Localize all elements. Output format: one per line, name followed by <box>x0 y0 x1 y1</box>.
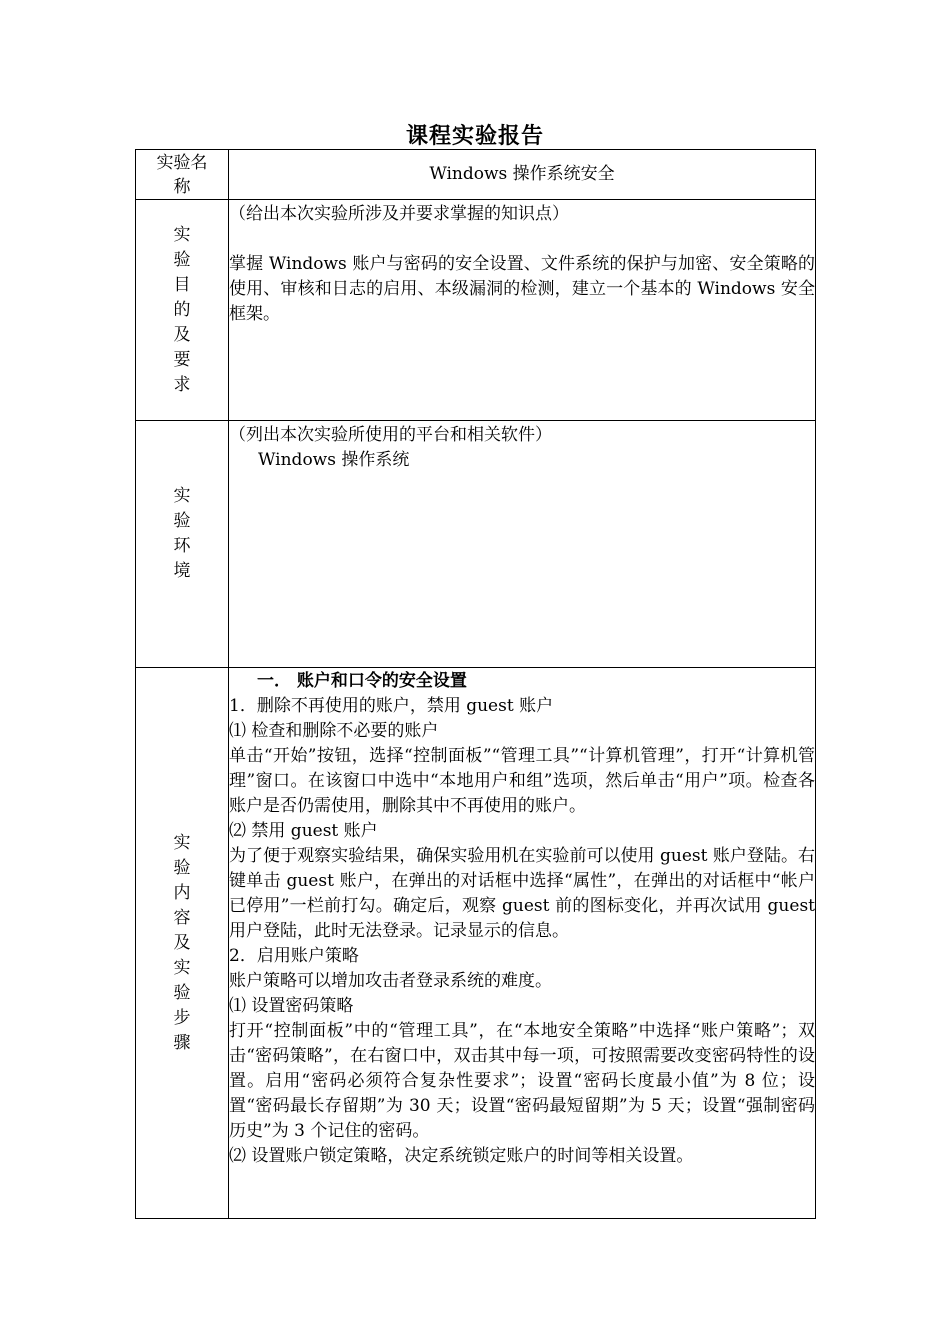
step-paragraph: 打开“控制面板”中的“管理工具”，在“本地安全策略”中选择“账户策略”；双击“密码策略”，在右窗口中，双击其中每一项，可按照需要改变密码特性的设置。启用“密码必须符合复杂性要求”；设置“密码长度最小值”为 8 位；设置“密码最长存留期”为 30 天；设置“密码最短留期”为 5 天；设置“强制密码历史”为 3 个记住的密码。 <box>229 1021 815 1141</box>
label-experiment-name: 实验名称 <box>156 153 208 197</box>
document-title: 课程实验报告 <box>405 123 544 149</box>
step-paragraph: ⑵ 禁用 guest 账户 <box>229 821 378 841</box>
step-paragraph: ⑵ 设置账户锁定策略，决定系统锁定账户的时间等相关设置。 <box>229 1146 694 1166</box>
section-heading: 一． 账户和口令的安全设置 <box>257 671 467 691</box>
row-purpose <box>136 200 816 421</box>
purpose-content <box>229 200 816 421</box>
step-paragraph: ⑴ 检查和删除不必要的账户 <box>229 721 439 741</box>
row-content <box>136 668 816 1219</box>
step-paragraph: 账户策略可以增加攻击者登录系统的难度。 <box>229 971 552 991</box>
step-paragraph: 1．删除不再使用的账户，禁用 guest 账户 <box>229 696 554 716</box>
row-environment <box>136 421 816 668</box>
label-experiment-name-cell <box>136 150 229 200</box>
purpose-text: 掌握 Windows 账户与密码的安全设置、文件系统的保护与加密、安全策略的使用、审核和日志的启用、本级漏洞的检测，建立一个基本的 Windows 安全框架。 <box>229 254 815 324</box>
experiment-name-value: Windows 操作系统安全 <box>229 150 816 200</box>
label-content-cell <box>136 668 229 1219</box>
step-paragraph: 单击“开始”按钮，选择“控制面板”“管理工具”“计算机管理”，打开“计算机管理”窗口。在该窗口中选中“本地用户和组”选项，然后单击“用户”项。检查各账户是否仍需使用，删除其中不再使用的账户。 <box>229 746 815 816</box>
report-table <box>135 149 816 1219</box>
step-paragraph: 2．启用账户策略 <box>229 946 359 966</box>
environment-text: Windows 操作系统 <box>258 450 410 470</box>
environment-content <box>229 421 816 668</box>
row-experiment-name <box>136 150 816 200</box>
blank-line <box>229 227 815 252</box>
environment-hint: （列出本次实验所使用的平台和相关软件） <box>229 425 552 445</box>
label-purpose: 实验目的及要求 <box>173 224 191 395</box>
steps-content <box>229 668 816 1219</box>
label-environment-cell <box>136 421 229 668</box>
step-paragraph: 为了便于观察实验结果，确保实验用机在实验前可以使用 guest 账户登陆。右键单击 guest 账户，在弹出的对话框中选择“属性”，在弹出的对话框中“帐户已停用”一栏前打勾。确定后，观察 guest 前的图标变化，并再次试用 guest 用户登陆，此时无法登录。记录显示的信息。 <box>229 846 815 941</box>
purpose-hint: （给出本次实验所涉及并要求掌握的知识点） <box>229 204 569 224</box>
label-purpose-cell <box>136 200 229 421</box>
label-content: 实验内容及实验步骤 <box>173 832 191 1053</box>
label-environment: 实验环境 <box>173 486 191 581</box>
step-paragraph: ⑴ 设置密码策略 <box>229 996 354 1016</box>
